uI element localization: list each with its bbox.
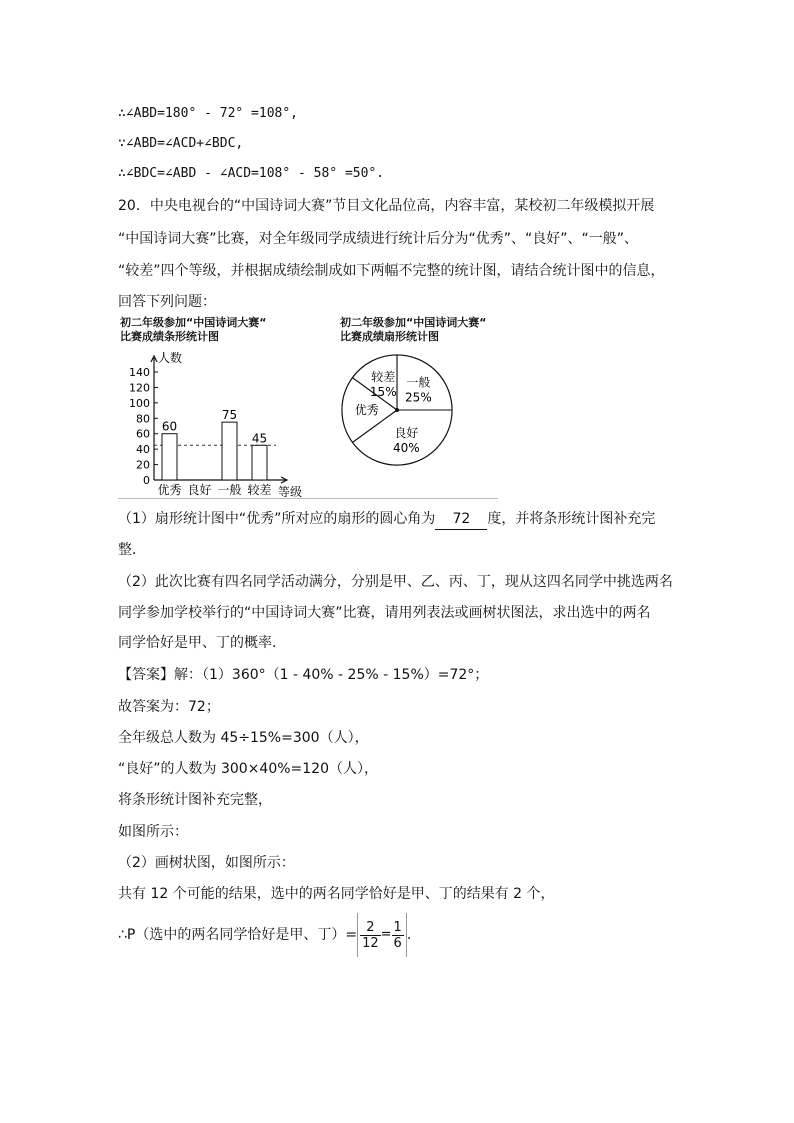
part-1-answer-blank: 72: [435, 509, 487, 530]
bar-value-label: 75: [221, 408, 238, 423]
part-1-text-post: 度，并将条形统计图补充完: [487, 511, 656, 527]
y-tick-label: 0: [143, 474, 150, 487]
bar-value-label: 45: [251, 431, 268, 446]
fraction-denominator: 12: [362, 935, 379, 951]
answer-line-9: [118, 913, 411, 957]
fraction-2-12: [360, 920, 381, 951]
answer-line-6: 如图所示：: [118, 824, 188, 840]
probability-text: ∴P（选中的两名同学恰好是甲、丁）=: [118, 927, 358, 943]
y-tick-label: 100: [129, 396, 150, 410]
part-2-line-2: 同学参加学校举行的“中国诗词大赛”比赛，请用列表法或画树状图法，求出选中的两名: [118, 605, 651, 621]
period: .: [406, 927, 412, 943]
y-tick-label: 40: [136, 443, 150, 457]
fraction-group: [357, 913, 407, 957]
bar-chart-title-line-1: 初二年级参加“中国诗词大赛“: [120, 316, 267, 329]
equals-sign: =: [380, 927, 392, 942]
derivation-line-1: ∴∠ABD=180° - 72° =108°,: [118, 106, 299, 121]
question-20-line-3: “较差”四个等级，并根据成绩绘制成如下两幅不完整的统计图，请结合统计图中的信息，: [118, 263, 665, 279]
pie-slice-percent: 40%: [393, 440, 420, 455]
answer-line-1: 【答案】解：（1）360°（1 - 40% - 25% - 15%）=72°；: [118, 667, 489, 683]
bar-2: [222, 422, 237, 480]
figure-area: [118, 314, 500, 504]
y-tick-label: 120: [129, 381, 150, 395]
derivation-line-2: ∵∠ABD=∠ACD+∠BDC,: [118, 136, 244, 151]
bar-3: [252, 445, 267, 480]
figure-divider: [118, 498, 498, 499]
y-tick-label: 80: [136, 412, 150, 426]
y-tick-label: 20: [136, 458, 150, 472]
y-tick-label: 60: [136, 427, 150, 441]
x-axis-label: 等级: [278, 485, 303, 499]
pie-slice-label: 较差: [371, 370, 396, 385]
pie-slice-percent: 15%: [369, 385, 397, 400]
bar-chart-title-line-2: 比赛成绩条形统计图: [120, 330, 219, 343]
part-1-line-1: [118, 509, 655, 530]
question-20-line-1: 20．中央电视台的“中国诗词大赛”节目文化品位高，内容丰富，某校初二年级模拟开展: [118, 198, 655, 214]
part-1-line-2: 整．: [118, 542, 146, 558]
answer-line-8: 共有 12 个可能的结果，选中的两名同学恰好是甲、丁的结果有 2 个，: [118, 886, 555, 902]
part-2-line-3: 同学恰好是甲、丁的概率．: [118, 635, 286, 651]
pie-slice-percent: 25%: [405, 390, 432, 405]
question-20-line-4: 回答下列问题：: [118, 294, 216, 310]
pie-slice-label: 优秀: [354, 403, 379, 417]
pie-slice-label: 一般: [406, 375, 431, 390]
pie-chart: [340, 344, 460, 474]
pie-slice-label: 良好: [394, 425, 419, 440]
fraction-numerator: 1: [393, 919, 402, 935]
answer-line-3: 全年级总人数为 45÷15%=300（人），: [118, 730, 369, 746]
fraction-numerator: 2: [360, 920, 381, 936]
x-tick-label: 优秀: [157, 483, 182, 497]
pie-chart-title-line-2: 比赛成绩扇形统计图: [340, 330, 439, 343]
y-tick-label: 140: [129, 366, 150, 379]
bar-value-label: 60: [161, 419, 178, 434]
fraction-denominator: 6: [393, 935, 402, 951]
fraction-1-6: [392, 920, 404, 951]
answer-line-2: 故答案为：72；: [118, 699, 220, 715]
answer-line-4: “良好”的人数为 300×40%=120（人），: [118, 761, 378, 777]
bar-chart: [118, 342, 318, 502]
part-2-line-1: （2）此次比赛有四名同学活动满分，分别是甲、乙、丙、丁，现从这四名同学中挑选两名: [118, 574, 673, 590]
answer-line-7: （2）画树状图，如图所示：: [118, 855, 295, 871]
derivation-line-3: ∴∠BDC=∠ABD - ∠ACD=108° - 58° =50°.: [118, 166, 385, 181]
y-axis-label: 人数: [158, 351, 183, 365]
pie-chart-title-line-1: 初二年级参加“中国诗词大赛“: [340, 316, 487, 329]
pie-center-dot: [395, 408, 399, 412]
answer-line-5: 将条形统计图补充完整，: [118, 792, 272, 808]
x-tick-label: 良好: [187, 483, 212, 497]
x-tick-label: 较差: [247, 483, 272, 497]
bar-0: [162, 434, 177, 480]
x-tick-label: 一般: [217, 483, 242, 497]
question-20-line-2: “中国诗词大赛”比赛，对全年级同学成绩进行统计后分为“优秀”、“良好”、“一般”、: [118, 231, 639, 247]
part-1-text-pre: （1）扇形统计图中“优秀”所对应的扇形的圆心角为: [118, 511, 436, 527]
